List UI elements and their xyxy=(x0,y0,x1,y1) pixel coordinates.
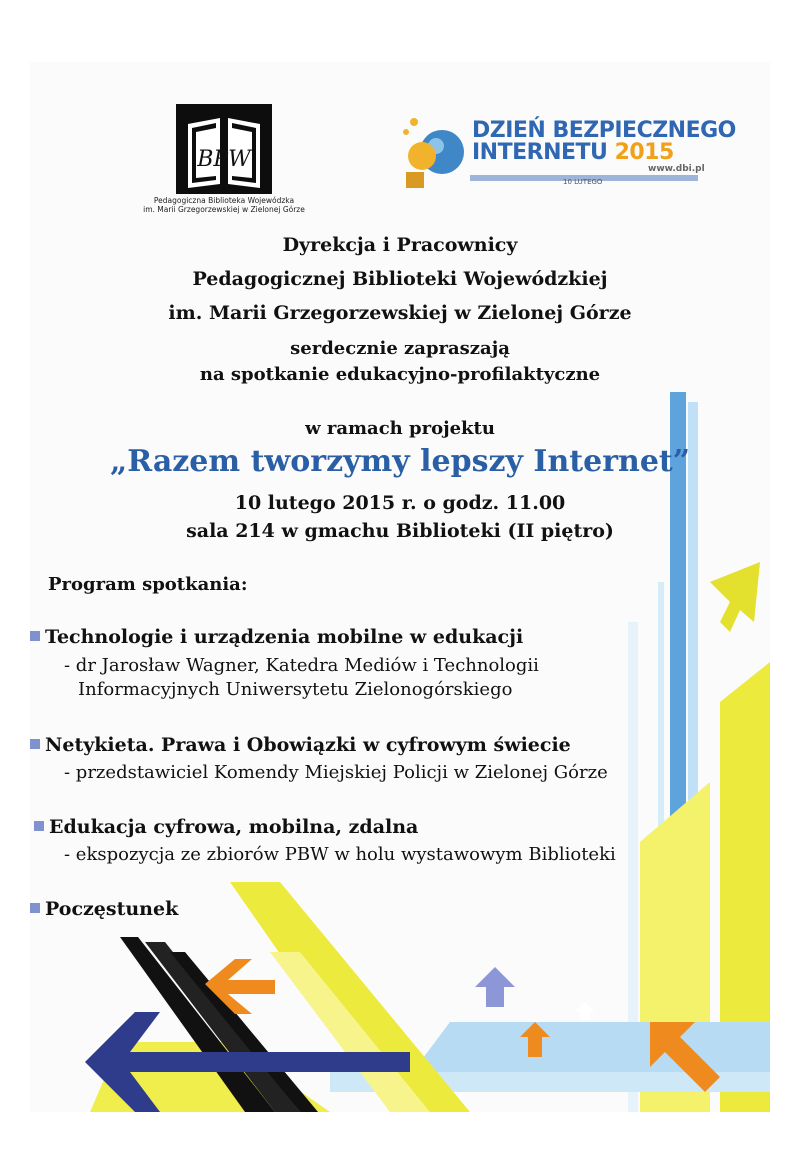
dbi-line1: DZIEŃ BEZPIECZNEGO xyxy=(472,118,736,143)
program-item-title: Edukacja cyfrowa, mobilna, zdalna xyxy=(49,816,419,838)
pbw-logo xyxy=(176,104,272,194)
pbw-caption xyxy=(124,196,324,214)
dbi-date: 10 LUTEGO xyxy=(563,178,603,186)
header-line2: Pedagogicznej Biblioteki Wojewódzkiej xyxy=(192,268,608,290)
pbw-caption-line1: Pedagogiczna Biblioteka Wojewódzka xyxy=(153,196,295,205)
header-line3: im. Marii Grzegorzewskiej w Zielonej Górze xyxy=(168,302,632,324)
poster xyxy=(30,62,770,1112)
header-line1: Dyrekcja i Pracownicy xyxy=(282,234,518,256)
program-item-desc: - przedstawiciel Komendy Miejskiej Policji w Zielonej Górze xyxy=(64,762,608,783)
project-title: „Razem tworzymy lepszy Internet” xyxy=(109,444,691,479)
program-item-desc: - ekspozycja ze zbiorów PBW w holu wystawowym Biblioteki xyxy=(64,844,616,865)
book-icon xyxy=(176,104,272,194)
program-item-title: Netykieta. Prawa i Obowiązki w cyfrowym świecie xyxy=(45,734,571,756)
pbw-monogram: BPW xyxy=(197,147,251,172)
event-date: 10 lutego 2015 r. o godz. 11.00 xyxy=(234,492,566,514)
bullet-square-icon xyxy=(30,631,40,641)
dbi-url: www.dbi.pl xyxy=(648,164,705,174)
pbw-caption-line2: im. Marii Grzegorzewskiej w Zielonej Górze xyxy=(143,205,305,214)
header-line5: na spotkanie edukacyjno-profilaktyczne xyxy=(199,364,601,385)
dbi-logo-text xyxy=(472,120,736,164)
header-line4: serdecznie zapraszają xyxy=(290,338,510,359)
program-item xyxy=(30,898,178,920)
blue-block xyxy=(420,1022,770,1072)
program-item-desc: - dr Jarosław Wagner, Katedra Mediów i Technologii xyxy=(64,655,539,676)
white-arrow xyxy=(575,1002,595,1020)
program-item xyxy=(30,626,523,648)
bullet-square-icon xyxy=(30,903,40,913)
project-intro: w ramach projektu xyxy=(305,418,495,439)
dbi-mascot-icon xyxy=(400,112,470,194)
program-item-title: Poczęstunek xyxy=(45,898,179,920)
dbi-year: 2015 xyxy=(614,140,674,165)
program-item xyxy=(34,816,418,838)
bullet-square-icon xyxy=(30,739,40,749)
program-item-desc: Informacyjnych Uniwersytetu Zielonogórskiego xyxy=(78,679,513,700)
purple-arrow xyxy=(475,967,515,1007)
program-heading: Program spotkania: xyxy=(48,574,248,595)
program-item-title: Technologie i urządzenia mobilne w edukacji xyxy=(45,626,524,648)
program-item xyxy=(30,734,571,756)
event-place: sala 214 w gmachu Biblioteki (II piętro) xyxy=(186,520,614,542)
dbi-line2: INTERNETU xyxy=(472,140,608,165)
bullet-square-icon xyxy=(34,821,44,831)
yellow-arrow xyxy=(710,562,760,632)
